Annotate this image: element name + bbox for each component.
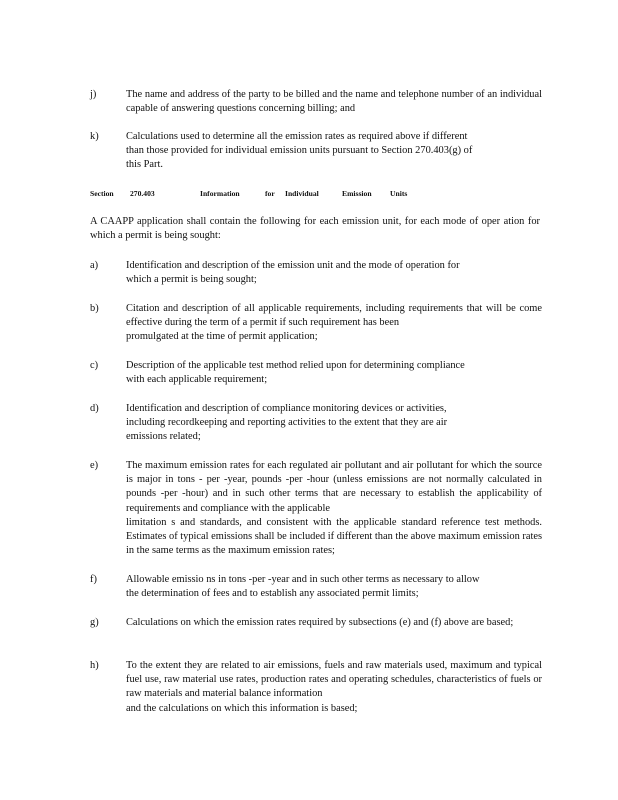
item-text: Identification and description of compliance monitoring devices or activities, including recordkeeping and reporting activities to the extent that they are air emissions related; [126,403,448,443]
list-item-k [90,130,542,173]
item-text: Description of the applicable test method relied upon for determining compliance with each applicable requirement; [126,360,465,386]
item-label: a) [90,260,99,271]
item-label: e) [90,460,99,471]
section-title-word: Individual [285,189,319,198]
item-text: Allowable emissio ns in tons -per -year and in such other terms as necessary to allow the determination of fees and to establish any associated permit limits; [126,574,480,600]
list-item-a [90,259,542,287]
item-label: j) [90,89,97,100]
item-label: g) [90,617,99,628]
section-title-word: Units [390,189,408,198]
item-text: To the extent they are related to air emissions, fuels and raw materials used, maximum and typical fuel use, raw material use rates, production rates and operating schedules, characteristics of fuels or raw materials and material balance information and the calculations on which this information is based; [126,660,542,714]
section-number: 270.403 [130,189,155,198]
item-label: h) [90,660,99,671]
item-label: c) [90,360,99,371]
item-text: Citation and description of all applicable requirements, including requirements that will be come effective during the term of a permit if such requirement has been promulgated at the time of permit application; [126,303,542,343]
item-text: Calculations on which the emission rates required by subsections (e) and (f) above are based; [126,617,514,628]
list-item-b [90,302,542,345]
item-text: Calculations used to determine all the emission rates as required above if different than those provided for individual emission units pursuant to Section 270.403(g) of this Part. [126,131,473,171]
list-item-e [90,459,542,558]
list-item-f [90,573,542,601]
list-item-h [90,659,542,716]
section-word: Section [90,189,114,198]
item-text: The maximum emission rates for each regulated air pollutant and air pollutant for which the source is major in tons - per -year, pounds -per -hour (unless emissions are not normally calculated in pounds -per -hour) and in such other terms that are necessary to establish the applicability of requirements and compliance with the applicable limitation s and standards, and consistent with the applicable standard reference test methods. Estimates of typical emissions shall be included if different than the above maximum emission rates in the same terms as the maximum emission rates; [126,460,542,557]
list-item-c [90,359,542,387]
item-label: k) [90,131,99,142]
list-item-d [90,402,542,445]
item-label: d) [90,403,99,414]
item-label: b) [90,303,99,314]
item-text: The name and address of the party to be billed and the name and telephone number of an individual capable of answering questions concerning billing; and [126,89,542,115]
list-item-g [90,616,542,630]
intro-paragraph: A CAAPP application shall contain the following for each emission unit, for each mode of oper ation for which a permit is being sought: [90,216,540,242]
list-item-j [90,88,542,116]
item-text: Identification and description of the emission unit and the mode of operation for which a permit is being sought; [126,260,460,286]
section-title-word: for [265,189,275,198]
section-title-word: Information [200,189,240,198]
item-label: f) [90,574,97,585]
section-title-word: Emission [342,189,372,198]
